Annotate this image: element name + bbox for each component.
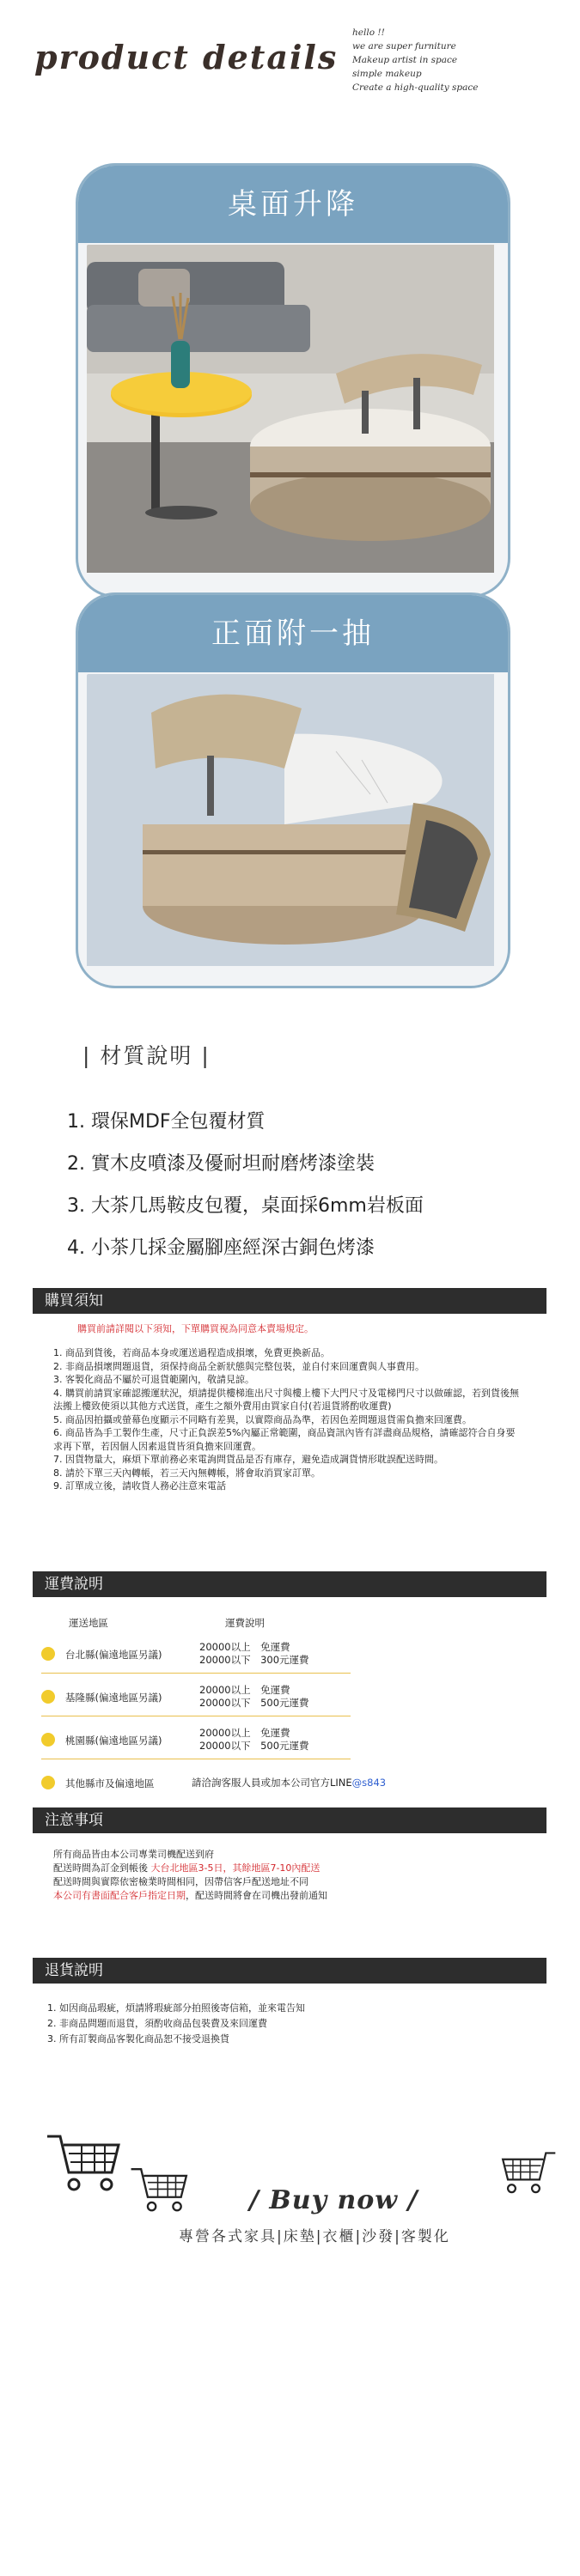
material-item: 2. 實木皮噴漆及優耐坦耐磨烤漆塗裝 — [67, 1153, 375, 1175]
notes-text: ，配送時間將會在司機出發前通知 — [186, 1890, 327, 1901]
section-bar-purchase: 購買須知 — [33, 1288, 546, 1314]
purchase-list — [53, 1346, 522, 1493]
shipping-area: 桃園縣(偏遠地區另議) — [65, 1735, 162, 1747]
returns-item: 3. 所有訂製商品客製化商品恕不接受退換貨 — [47, 2033, 229, 2044]
tagline-line: simple makeup — [352, 69, 422, 79]
returns-item: 1. 如因商品瑕疵，煩請將瑕疵部分拍照後寄信箱，並來電告知 — [47, 2002, 305, 2014]
page-title: product details — [34, 38, 339, 76]
coffee-table-lift-illustration — [87, 245, 494, 573]
shopping-cart-icon — [43, 2129, 125, 2198]
shopping-cart-icon — [498, 2147, 559, 2200]
notes-highlight: 大台北地區3-5日，其餘地區7-10內配送 — [150, 1862, 321, 1874]
notes-line: 配送時間與實際依密檢業時間相同，因帶信客戶配送地址不同 — [53, 1876, 308, 1887]
material-item: 3. 大茶几馬鞍皮包覆，桌面採6mm岩板面 — [67, 1195, 424, 1217]
shipping-col-area: 運送地區 — [69, 1617, 108, 1629]
shopping-cart-icon — [127, 2164, 192, 2217]
tagline-line: hello !! — [352, 27, 385, 38]
shipping-area: 基隆縣(偏遠地區另議) — [65, 1692, 162, 1704]
bullet-dot-icon — [41, 1733, 55, 1747]
divider — [41, 1673, 351, 1674]
tagline-line: we are super furniture — [352, 41, 456, 52]
returns-list — [47, 2001, 305, 2047]
shipping-fee-line: 20000以上 免運費 — [199, 1641, 290, 1653]
line-id-link[interactable]: @s843 — [351, 1777, 387, 1789]
materials-list — [67, 1101, 424, 1269]
notes-line — [53, 1889, 327, 1903]
shipping-row — [41, 1679, 351, 1716]
section-bar-shipping: 運費說明 — [33, 1571, 546, 1597]
product-photo-lift — [87, 245, 499, 578]
notes-body — [53, 1848, 327, 1903]
feature-heading: 正面附一抽 — [78, 595, 508, 672]
shipping-fee-line: 20000以上 免運費 — [199, 1684, 290, 1696]
shipping-area: 其他縣市及偏遠地區 — [65, 1777, 155, 1789]
shipping-fee-line: 20000以下 500元運費 — [199, 1697, 309, 1709]
tagline — [352, 26, 478, 94]
purchase-item: 7. 因貨物量大，麻煩下單前務必來電詢問貨品是否有庫存，避免造成調貨情形耽誤配送時間。 — [53, 1454, 443, 1465]
shipping-fee-line: 20000以上 免運費 — [199, 1727, 290, 1739]
shipping-row — [41, 1636, 351, 1674]
returns-item: 2. 非商品問題而退貨，須酌收商品包裝費及來回運費 — [47, 2018, 267, 2029]
purchase-item: 2. 非商品損壞問題退貨，須保持商品全新狀態與完整包裝，並自付來回運費與人事費用。 — [53, 1360, 424, 1372]
purchase-item: 9. 訂單成立後，請收貨人務必注意來電話 — [53, 1480, 226, 1492]
shipping-row — [41, 1722, 351, 1759]
feature-heading: 桌面升降 — [78, 166, 508, 243]
bullet-dot-icon — [41, 1647, 55, 1661]
section-bar-notes: 注意事項 — [33, 1807, 546, 1833]
shipping-contact-text: 請洽詢客服人員或加本公司官方LINE — [192, 1777, 352, 1789]
shipping-fee — [192, 1777, 386, 1789]
materials-title: | 材質說明 | — [82, 1043, 211, 1068]
feature-card-drawer — [76, 592, 510, 988]
bullet-dot-icon — [41, 1690, 55, 1704]
buy-now-heading: / Buy now / — [249, 2185, 418, 2215]
shipping-fee-line: 20000以下 500元運費 — [199, 1740, 309, 1752]
purchase-item: 4. 購買前請買家確認搬運狀況，煩請提供樓梯進出尺寸與樓上樓下大門尺寸及電梯門尺寸以做確認，若到貨後無法搬上樓致使須以其他方式送貨，產生之額外費用由買家自付(若退貨將酌收運費) — [53, 1387, 519, 1412]
material-item: 1. 環保MDF全包覆材質 — [67, 1111, 266, 1133]
section-bar-returns: 退貨說明 — [33, 1958, 546, 1984]
shipping-col-fee: 運費說明 — [225, 1617, 265, 1629]
shipping-area: 台北縣(偏遠地區另議) — [65, 1649, 162, 1661]
coffee-table-drawer-illustration — [87, 674, 494, 966]
purchase-warning: 購買前請詳閱以下須知，下單購買視為同意本賣場規定。 — [77, 1323, 314, 1334]
purchase-item: 5. 商品因拍攝或螢幕色度顯示不同略有差異，以實際商品為準，若因色差問題退貨需負擔來回運費。 — [53, 1413, 472, 1425]
feature-card-lift — [76, 163, 510, 598]
shipping-fee — [199, 1727, 309, 1753]
purchase-item: 1. 商品到貨後，若商品本身或運送過程造成損壞，免費更換新品。 — [53, 1347, 330, 1358]
footer-subtitle: 專營各式家具|床墊|衣櫃|沙發|客製化 — [179, 2228, 450, 2245]
notes-line: 所有商品皆由本公司專業司機配送到府 — [53, 1849, 214, 1860]
shipping-fee — [199, 1684, 309, 1710]
product-photo-drawer — [87, 674, 499, 969]
shipping-row — [41, 1765, 402, 1802]
shipping-fee — [199, 1641, 309, 1667]
notes-text: 配送時間為訂金到帳後 — [53, 1862, 148, 1874]
purchase-item: 3. 客製化商品不屬於可退貨範圍內，敬請見諒。 — [53, 1374, 254, 1385]
purchase-item: 6. 商品皆為手工製作生產，尺寸正負誤差5%內屬正常範圍，商品資訊內皆有詳盡商品規格，請確認符合自身要求再下單，若因個人因素退貨皆須負擔來回運費。 — [53, 1427, 516, 1452]
tagline-line: Create a high-quality space — [352, 82, 479, 93]
purchase-item: 8. 請於下單三天內轉帳，若三天內無轉帳，將會取消買家訂單。 — [53, 1467, 321, 1479]
notes-line — [53, 1862, 327, 1875]
tagline-line: Makeup artist in space — [352, 55, 458, 65]
notes-highlight: 本公司有書面配合客戶指定日期 — [53, 1890, 186, 1901]
material-item: 4. 小茶几採金屬腳座經深古銅色烤漆 — [67, 1237, 375, 1259]
shipping-fee-line: 20000以下 300元運費 — [199, 1654, 309, 1666]
bullet-dot-icon — [41, 1776, 55, 1789]
